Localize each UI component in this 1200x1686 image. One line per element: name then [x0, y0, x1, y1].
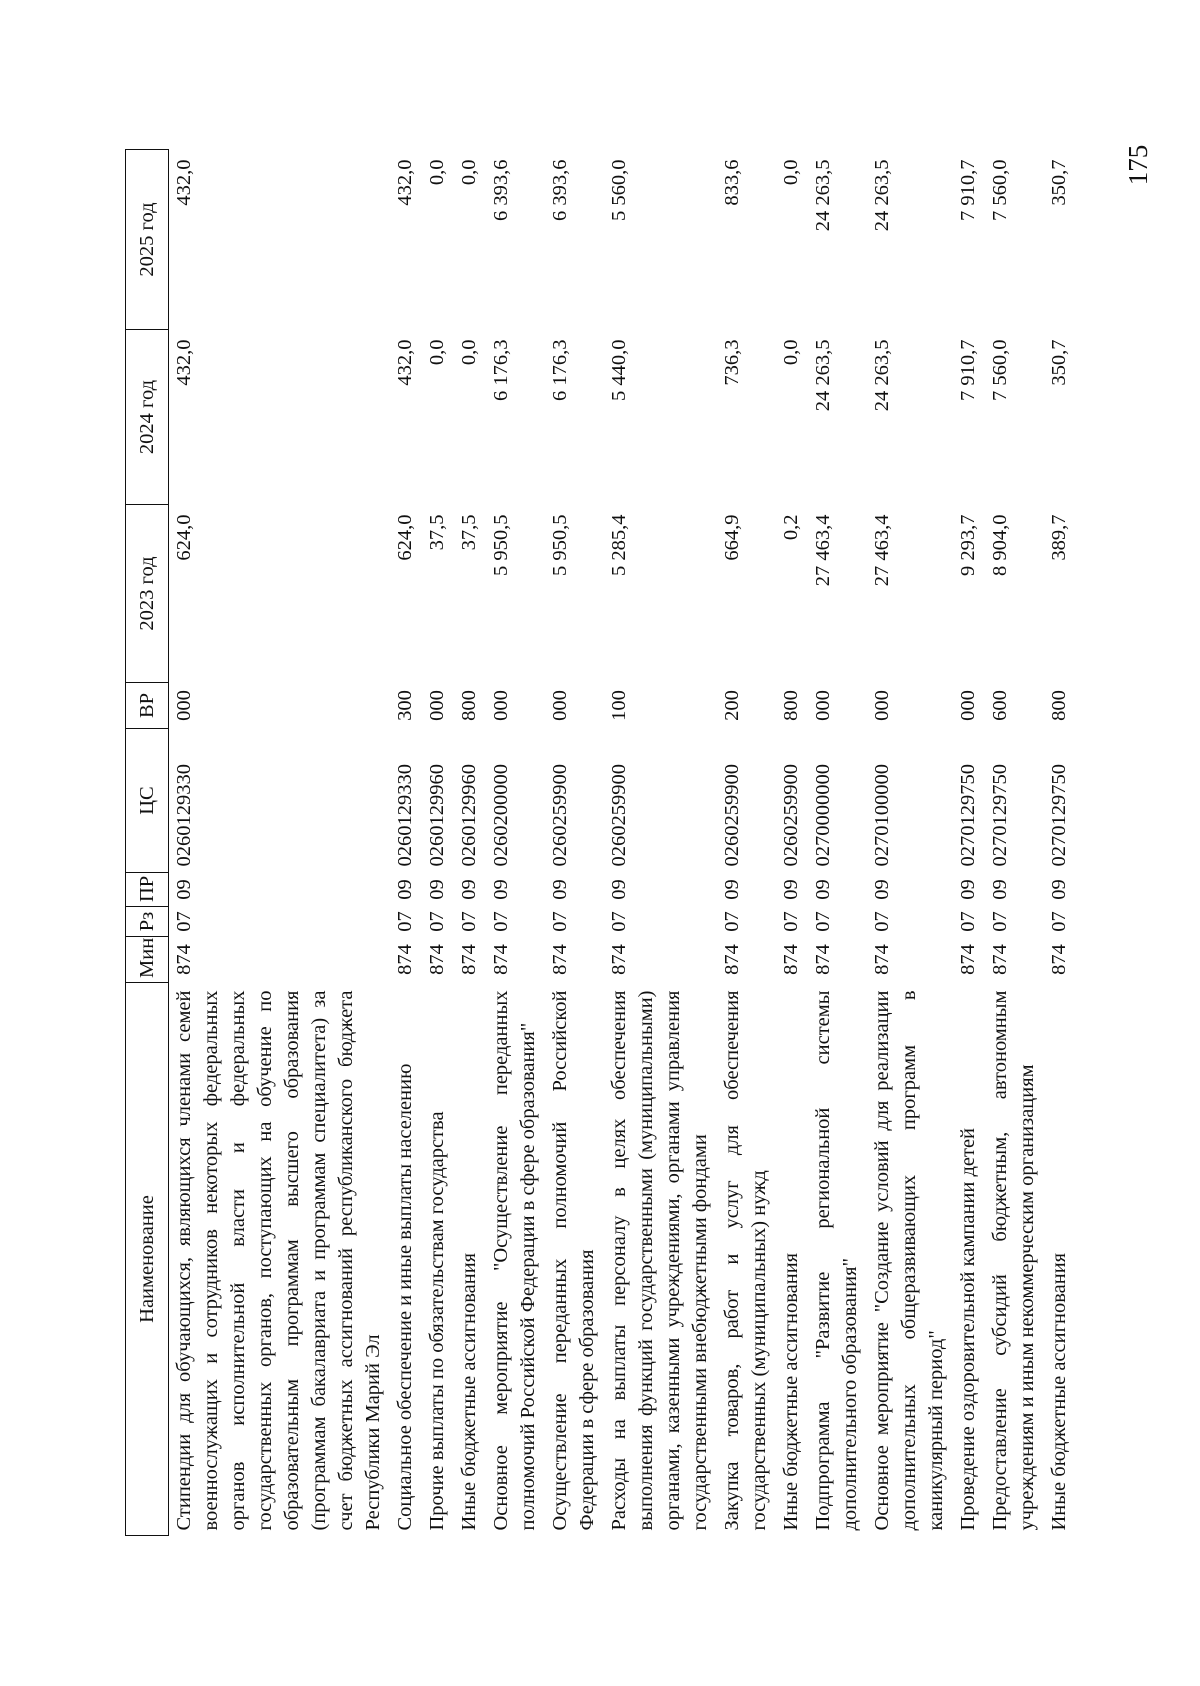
cell-2024: 432,0 [394, 339, 416, 386]
cell-2025: 0,0 [780, 159, 802, 186]
cell-name: Стипендии для обучающихся, являющихся членами семей военнослужащих и сотрудников некоторых федеральных органов исполнительной власти и федеральных государственных органов, поступающих на обучение по образовательным программам высшего образования (программам бакалавриата и программам специалитета) за счет бюджетных ассигнований республиканского бюджета Республики Марий Эл [173, 990, 384, 1531]
cell-rz: 07 [490, 911, 512, 932]
cell-pr: 09 [394, 879, 416, 900]
cell-min: 874 [549, 944, 571, 975]
cell-min: 874 [426, 944, 448, 975]
cell-2024: 350,7 [1048, 339, 1070, 386]
cell-vr: 600 [989, 690, 1011, 721]
table-row [717, 150, 776, 1536]
cell-vr: 000 [957, 690, 979, 721]
cell-name: Подпрограмма "Развитие региональной системы дополнительного образования" [812, 990, 861, 1531]
cell-name: Основное мероприятие "Осуществление переданных полномочий Российской Федерации в сфере образования" [490, 990, 539, 1531]
cell-min: 874 [608, 944, 630, 975]
cell-pr: 09 [426, 879, 448, 900]
cell-2025: 7 910,7 [957, 159, 979, 221]
cell-2024: 432,0 [173, 339, 195, 386]
cell-cs: 0260129960 [458, 764, 480, 867]
table-row [486, 150, 545, 1536]
table-row [169, 150, 391, 1536]
header-rz: Рз [126, 907, 169, 937]
cell-vr: 000 [549, 690, 571, 721]
cell-2024: 7 910,7 [957, 339, 979, 401]
cell-cs: 0270129750 [1048, 764, 1070, 867]
cell-2025: 6 393,6 [490, 159, 512, 221]
cell-2025: 5 560,0 [608, 159, 630, 221]
table-row [776, 150, 808, 1536]
cell-pr: 09 [173, 879, 195, 900]
cell-pr: 09 [989, 879, 1011, 900]
cell-2023: 37,5 [426, 514, 448, 551]
table-row [390, 150, 422, 1536]
cell-rz: 07 [426, 911, 448, 932]
cell-rz: 07 [458, 911, 480, 932]
cell-name: Иные бюджетные ассигнования [780, 1252, 802, 1531]
table-row [953, 150, 985, 1536]
cell-name: Проведение оздоровительной кампании детей [957, 1127, 979, 1531]
cell-2025: 0,0 [458, 159, 480, 186]
cell-2023: 0,2 [780, 514, 802, 541]
cell-rz: 07 [173, 911, 195, 932]
cell-min: 874 [780, 944, 802, 975]
cell-2023: 5 950,5 [549, 514, 571, 576]
cell-vr: 800 [780, 690, 802, 721]
cell-2023: 664,9 [721, 514, 743, 561]
cell-2023: 624,0 [173, 514, 195, 561]
cell-pr: 09 [1048, 879, 1070, 900]
cell-min: 874 [1048, 944, 1070, 975]
cell-2024: 5 440,0 [608, 339, 630, 401]
cell-min: 874 [871, 944, 893, 975]
cell-2025: 833,6 [721, 159, 743, 206]
cell-min: 874 [957, 944, 979, 975]
cell-cs: 0260259900 [608, 764, 630, 867]
cell-rz: 07 [721, 911, 743, 932]
cell-2023: 624,0 [394, 514, 416, 561]
cell-min: 874 [394, 944, 416, 975]
cell-pr: 09 [780, 879, 802, 900]
cell-rz: 07 [957, 911, 979, 932]
table-row [867, 150, 953, 1536]
cell-2023: 27 463,4 [871, 514, 893, 587]
table-row [808, 150, 867, 1536]
cell-vr: 800 [458, 690, 480, 721]
cell-cs: 0270000000 [812, 764, 834, 867]
cell-min: 874 [173, 944, 195, 975]
cell-min: 874 [458, 944, 480, 975]
header-2023: 2023 год [126, 505, 169, 683]
cell-2024: 24 263,5 [871, 339, 893, 412]
cell-vr: 000 [173, 690, 195, 721]
cell-2024: 7 560,0 [989, 339, 1011, 401]
cell-name: Расходы на выплаты персоналу в целях обеспечения выполнения функций государственными (муниципальными) органами, казенными учреждениями, органами управления государственными внебюджетными фондами [608, 990, 711, 1531]
header-pr: ПР [126, 873, 169, 907]
budget-table [125, 149, 1076, 1536]
cell-pr: 09 [721, 879, 743, 900]
cell-pr: 09 [549, 879, 571, 900]
cell-2024: 6 176,3 [490, 339, 512, 401]
header-2025: 2025 год [126, 150, 169, 330]
header-name: Наименование [126, 983, 169, 1536]
cell-pr: 09 [812, 879, 834, 900]
cell-cs: 0260129330 [173, 764, 195, 867]
table-row [985, 150, 1044, 1536]
cell-pr: 09 [490, 879, 512, 900]
cell-cs: 0260259900 [721, 764, 743, 867]
cell-pr: 09 [871, 879, 893, 900]
cell-2025: 24 263,5 [812, 159, 834, 232]
cell-name: Иные бюджетные ассигнования [1048, 1252, 1070, 1531]
table-row [545, 150, 604, 1536]
cell-2023: 9 293,7 [957, 514, 979, 576]
cell-vr: 000 [812, 690, 834, 721]
cell-cs: 0260200000 [490, 764, 512, 867]
cell-vr: 100 [608, 690, 630, 721]
table-row [454, 150, 486, 1536]
cell-name: Осуществление переданных полномочий Российской Федерации в сфере образования [549, 990, 598, 1531]
rotated-page [125, 150, 1075, 1536]
cell-2025: 350,7 [1048, 159, 1070, 206]
cell-2025: 7 560,0 [989, 159, 1011, 221]
cell-2023: 8 904,0 [989, 514, 1011, 576]
cell-vr: 000 [871, 690, 893, 721]
cell-rz: 07 [780, 911, 802, 932]
table-row [1044, 150, 1076, 1536]
cell-2025: 6 393,6 [549, 159, 571, 221]
cell-cs: 0270100000 [871, 764, 893, 867]
cell-2023: 5 285,4 [608, 514, 630, 576]
cell-cs: 0270129750 [989, 764, 1011, 867]
header-cs: ЦС [126, 729, 169, 873]
header-2024: 2024 год [126, 330, 169, 505]
cell-cs: 0260129330 [394, 764, 416, 867]
cell-2025: 0,0 [426, 159, 448, 186]
cell-2023: 389,7 [1048, 514, 1070, 561]
cell-name: Основное мероприятие "Создание условий для реализации дополнительных общеразвивающих программ в каникулярный период" [871, 990, 947, 1531]
cell-pr: 09 [957, 879, 979, 900]
table-body [169, 150, 1077, 1536]
cell-vr: 200 [721, 690, 743, 721]
cell-vr: 800 [1048, 690, 1070, 721]
cell-2023: 27 463,4 [812, 514, 834, 587]
cell-cs: 0270129750 [957, 764, 979, 867]
cell-2024: 0,0 [780, 339, 802, 366]
cell-pr: 09 [458, 879, 480, 900]
cell-vr: 300 [394, 690, 416, 721]
cell-cs: 0260129960 [426, 764, 448, 867]
cell-cs: 0260259900 [780, 764, 802, 867]
cell-2025: 432,0 [394, 159, 416, 206]
cell-2025: 432,0 [173, 159, 195, 206]
cell-rz: 07 [989, 911, 1011, 932]
cell-2024: 0,0 [426, 339, 448, 366]
cell-min: 874 [812, 944, 834, 975]
cell-rz: 07 [394, 911, 416, 932]
cell-vr: 000 [426, 690, 448, 721]
table-row [422, 150, 454, 1536]
cell-name: Иные бюджетные ассигнования [458, 1252, 480, 1531]
cell-2024: 24 263,5 [812, 339, 834, 412]
cell-rz: 07 [812, 911, 834, 932]
cell-2024: 0,0 [458, 339, 480, 366]
cell-pr: 09 [608, 879, 630, 900]
cell-min: 874 [989, 944, 1011, 975]
cell-min: 874 [721, 944, 743, 975]
cell-name: Закупка товаров, работ и услуг для обеспечения государственных (муниципальных) нужд [721, 990, 770, 1531]
table-row [604, 150, 717, 1536]
cell-2023: 37,5 [458, 514, 480, 551]
cell-2023: 5 950,5 [490, 514, 512, 576]
cell-vr: 000 [490, 690, 512, 721]
cell-rz: 07 [608, 911, 630, 932]
cell-name: Прочие выплаты по обязательствам государства [426, 1111, 448, 1531]
cell-rz: 07 [871, 911, 893, 932]
header-vr: ВР [126, 683, 169, 729]
cell-name: Предоставление субсидий бюджетным, автономным учреждениям и иным некоммерческим организациям [989, 990, 1038, 1531]
cell-2025: 24 263,5 [871, 159, 893, 232]
table-header-row [126, 150, 169, 1536]
cell-name: Социальное обеспечение и иные выплаты населению [394, 1063, 416, 1531]
page-number: 175 [1123, 144, 1153, 186]
cell-2024: 6 176,3 [549, 339, 571, 401]
cell-rz: 07 [549, 911, 571, 932]
cell-min: 874 [490, 944, 512, 975]
header-min: Мин [126, 937, 169, 983]
cell-rz: 07 [1048, 911, 1070, 932]
cell-cs: 0260259900 [549, 764, 571, 867]
cell-2024: 736,3 [721, 339, 743, 386]
